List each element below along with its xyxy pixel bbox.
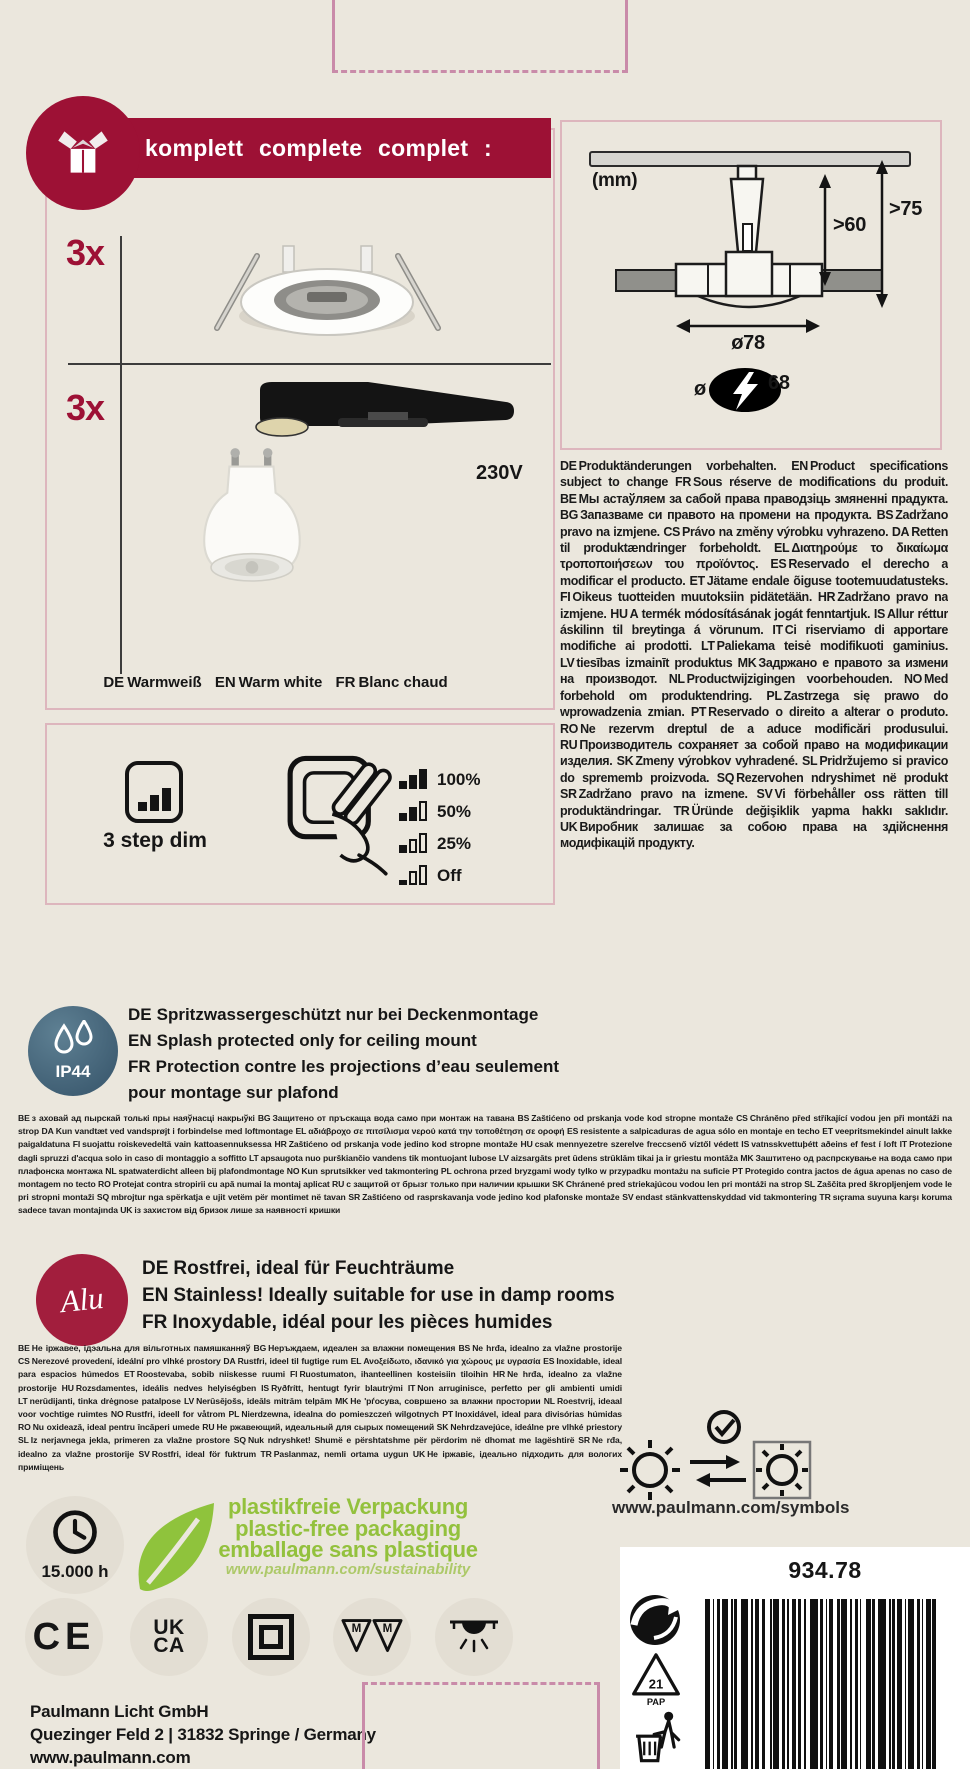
lang-code: PL <box>228 1409 240 1420</box>
ceiling-bar <box>590 152 910 166</box>
lang-text: Non arruginisce, perfetto per gli ambienti umidi <box>417 1382 623 1393</box>
lang-code: NO <box>903 672 923 687</box>
package-icon-badge <box>26 96 140 210</box>
lang-code: SK <box>552 1179 564 1190</box>
lang-text: Jätame endale õiguse tootemuudatusteks. <box>706 573 948 588</box>
cutout-diameter-symbol: ø <box>694 378 706 400</box>
lang-code: PT <box>690 705 707 720</box>
lang-code: ET <box>123 1369 135 1380</box>
dim-level-row <box>399 853 480 885</box>
plastic-free-en: plastic-free packaging <box>235 1515 461 1541</box>
lang-text: Roostevaba, sobib niiskesse ruumi <box>136 1369 290 1380</box>
stainless-text <box>142 1255 842 1336</box>
lang-code: RU <box>332 1179 345 1190</box>
lang-code: EN <box>128 1031 152 1050</box>
lang-code: EL <box>350 1356 362 1367</box>
lang-text: Chránené pred striekajúcou vodou len pri montáži na strop <box>565 1179 805 1190</box>
fixed-bulb-sun-icon <box>756 1444 808 1496</box>
quantity-frames: 3x <box>66 232 105 273</box>
ukca-mark-icon: UK CA <box>153 1616 185 1657</box>
svg-text:21: 21 <box>648 1676 664 1692</box>
lang-text: Paliekama teisė modifikuoti gaminius. <box>716 639 948 654</box>
lang-code: MK <box>737 655 757 670</box>
lang-text: із захистом від бризок лише за наявності кришки <box>134 1205 341 1216</box>
voltage-label: 230V <box>476 462 523 484</box>
lang-code: EL <box>295 1126 307 1137</box>
lang-code: TR <box>673 803 690 818</box>
lang-text: Ne hrđa, idealno za vlažne prostorije <box>472 1343 622 1353</box>
lang-code: ES <box>543 1356 555 1367</box>
lang-code: SR <box>560 787 577 802</box>
lang-code: IT <box>407 1382 416 1393</box>
company-name: Paulmann Licht GmbH <box>30 1702 209 1721</box>
lang-code: PL <box>766 688 782 703</box>
barcode-panel <box>620 1547 970 1769</box>
lang-text: Roestvrij, ideaal voor vochtige ruimtes <box>18 1395 623 1420</box>
lang-text: veepritsmekindel ainult lakke paigaldatuna <box>18 1126 952 1150</box>
dim-level-label: 100% <box>437 770 481 789</box>
lang-text: Nerūsējošs, ideāls mitrām telpām <box>196 1395 336 1406</box>
led-bulb-photo <box>200 448 305 588</box>
lang-text: Kun sprutsikker ved takmontering <box>301 1165 441 1176</box>
lang-text: ochrona przed bryzgami wody tylko w przypadku montażu na suficie <box>453 1165 733 1176</box>
lang-text: Rozsdamentes, ideális nedves helyiségben <box>75 1382 262 1393</box>
lang-text: Sous réserve de modifications du produit. <box>693 475 948 490</box>
clock-icon <box>49 1508 101 1560</box>
lang-text: Protezione dagli spruzzi d'acqua solo in caso di montaggio a soffitto <box>18 1139 953 1163</box>
gu10-socket-photo <box>218 378 518 448</box>
color-temperature-line <box>50 674 510 691</box>
lang-text: Zaščita pred škropljenjem vode le pri stropni montaži <box>18 1179 952 1203</box>
lang-text: Paslanmaz, nemli ortama uygun <box>273 1448 413 1459</box>
lang-code: CS <box>18 1356 30 1367</box>
lang-code: FI <box>72 1139 81 1150</box>
lang-text: mbrojtur nga spërkatja e ujit vetëm për montimet në tavan <box>111 1192 349 1203</box>
lang-code: SR <box>348 1192 361 1203</box>
lang-text: Inoxydable, idéal pour les pièces humides <box>172 1312 553 1333</box>
lang-code: RU <box>560 737 578 752</box>
alu-label: Alu <box>58 1279 106 1320</box>
website: www.paulmann.com <box>30 1748 191 1767</box>
lang-code: HU <box>61 1382 74 1393</box>
dim-level-bars-icon <box>399 801 427 821</box>
lang-text: Заштитено од распрскување на вода само при плафонска монтажа <box>18 1152 952 1176</box>
lang-code: SL <box>804 1179 816 1190</box>
ip44-text <box>128 1002 560 1106</box>
lang-text: Chráněno před stříkající vodou jen při montáži na strop <box>18 1113 953 1137</box>
lang-text: Nehrdzavejúce, ideálne pre vlhké priestory <box>450 1422 623 1433</box>
lang-text: nerūdijanti, tinka drėgnose patalpose <box>29 1395 184 1406</box>
lang-text: Nierdzewna, idealna do pomieszczeń wilgotnych <box>241 1409 443 1420</box>
lang-code: SV <box>622 1192 634 1203</box>
cut-mark-bottom <box>362 1682 600 1769</box>
lang-text: Pridržujemo si pravico do sprememb proizvoda. <box>560 754 948 785</box>
lang-code: SK <box>436 1422 449 1433</box>
lang-text: Warm white <box>238 674 327 691</box>
lang-text: Zaštićeno od rasprskavanja vode jedino kod plafonske montaže <box>362 1192 623 1203</box>
lang-code: DA <box>223 1356 236 1367</box>
lang-code: UK <box>560 819 578 834</box>
dim-level-label: Off <box>437 866 462 885</box>
product-changes-text <box>560 458 948 1014</box>
lang-code: UK <box>412 1448 426 1459</box>
lang-text: Не 'рѓосува, совршено за влажни простории <box>350 1395 544 1406</box>
lang-text: Reservado o direito a alterar o produto. <box>708 705 948 720</box>
dimming-section <box>45 723 555 905</box>
language-line <box>142 1309 842 1336</box>
lang-code: PL <box>440 1165 452 1176</box>
lang-code: EN <box>791 459 808 473</box>
lang-text: Üründe değişiklik yapma hakkı saklıdır. <box>691 803 948 818</box>
dim-levels <box>399 757 480 885</box>
lang-text: Vi förbehåller oss rätten till produktändringar. <box>560 787 948 818</box>
plastic-free-text <box>188 1496 508 1578</box>
lang-text: Zastrzega się prawo do wprowadzenia zmian. <box>560 688 948 720</box>
dim-level-row <box>399 789 480 821</box>
splash-fineprint-text <box>18 1112 952 1218</box>
touch-switch-hand-icon <box>285 749 393 877</box>
lang-code: ES <box>770 557 787 572</box>
ukca-mark-badge <box>130 1598 208 1676</box>
lang-text: Rustfri, ideell for våtrom <box>125 1409 229 1420</box>
language-line <box>142 1282 842 1309</box>
checkmark-icon <box>716 1420 734 1434</box>
lang-text: vatnsskvettuþétt aðeins ef fest í loft <box>751 1139 900 1150</box>
lang-code: SR <box>578 1435 591 1446</box>
lang-code: SV <box>756 787 773 802</box>
lang-text: Zmeny výrobkov vyhradené. <box>635 754 803 769</box>
lang-code: DE <box>128 1005 152 1024</box>
dimensions-diagram <box>560 120 942 450</box>
lang-code: HU <box>610 606 628 621</box>
lang-text: Iz nerjavnega jekla, primeren za vlažne prostore <box>30 1435 234 1446</box>
lang-text: Splash protected only for ceiling mount <box>156 1031 477 1050</box>
lang-code: ET <box>822 1126 833 1137</box>
lang-text: Защитено от пръскаща вода само при монтаж на тавана <box>272 1113 518 1123</box>
lang-code: HR <box>274 1139 287 1150</box>
sustainability-url: www.paulmann.com/sustainability <box>225 1560 471 1578</box>
language-line <box>128 1028 560 1054</box>
lang-text: Не іржавіє, ідеально підходить для вологих приміщень <box>18 1448 622 1472</box>
lang-text: Med forbehold om produktendring. <box>560 672 948 703</box>
lang-text: Διατηρούμε το δικαίωμα τροποποιήσεων του προϊόντος. <box>560 541 948 572</box>
recessed-frame-photo <box>195 240 460 350</box>
alu-badge <box>31 1249 132 1350</box>
lang-code: EN <box>142 1285 169 1306</box>
cut-mark-top <box>332 0 628 73</box>
dim-level-row <box>399 821 480 853</box>
lang-text: endast stänkvattenskyddad vid takmontering <box>635 1192 820 1203</box>
lang-text: Allur réttur áskilinn til breytinga á vörunum. <box>560 606 948 638</box>
lang-code: NL <box>105 1165 117 1176</box>
lang-text: Právo na změny výrobku vyhrazeno. <box>682 524 892 539</box>
recycling-triangle-icon <box>630 1651 682 1707</box>
lang-text: Задржано е правото за измени на производот. <box>560 655 948 687</box>
lang-code: NL <box>543 1395 555 1406</box>
lang-code: LT <box>249 1152 259 1163</box>
ce-mark-icon: CE <box>32 1615 96 1658</box>
lang-code: RO <box>98 1179 111 1190</box>
dim-steps-icon <box>125 761 183 823</box>
lang-code: SL <box>802 754 818 769</box>
lang-code: MK <box>335 1395 349 1406</box>
lang-text: Ryðfrítt, hentugt fyrir blautrými <box>271 1382 408 1393</box>
lang-code: BS <box>458 1343 471 1353</box>
lang-text: Productwijzigingen voorbehouden. <box>686 672 904 687</box>
ip44-badge <box>28 1006 118 1096</box>
lang-text: Reservado el derecho a modificar el producto. <box>560 557 948 588</box>
lang-text: Не іржавее, ідэальна для вільготных памяшканняў <box>31 1343 254 1353</box>
lang-text: Ne hrđa, idealno za vlažne prostorije <box>18 1369 622 1393</box>
plastic-free-fr: emballage sans plastique <box>218 1537 478 1562</box>
lang-code: LT <box>701 639 715 654</box>
lang-code: TR <box>819 1192 831 1203</box>
ce-mark-badge <box>25 1598 103 1676</box>
lifetime-hours: 15.000 h <box>41 1562 109 1581</box>
lang-text: Stainless! Ideally suitable for use in damp rooms <box>173 1285 615 1306</box>
lang-text: suojattu roiskevedeltä vain kattoasennuksessa <box>82 1139 275 1150</box>
lang-code: FR <box>335 674 356 691</box>
lang-code: FR <box>142 1312 168 1333</box>
lang-code: NO <box>286 1165 300 1176</box>
lang-code: DE <box>142 1258 169 1279</box>
lang-code: ES <box>566 1126 579 1137</box>
lang-text: Zadržano pravo na izmjene. <box>560 590 948 621</box>
lang-code: CS <box>736 1113 748 1123</box>
lang-code: EN <box>214 674 236 691</box>
divider-vertical <box>120 236 122 674</box>
lang-code: SQ <box>96 1192 110 1203</box>
lang-code: IS <box>873 606 885 621</box>
language-line <box>128 1054 560 1106</box>
class2-insulation-badge <box>232 1598 310 1676</box>
lang-code: SQ <box>233 1435 246 1446</box>
lang-text: Мы астаўляем за сабой права праводзіць змяненні прадукта. <box>578 491 948 506</box>
lang-text: з аховай ад пырскай толькі пры наяўнасці накрыўкі <box>31 1113 258 1123</box>
lang-text: csak mennyezetre szerelve freccsenő víztől védett <box>534 1139 742 1150</box>
lang-text: Rostfri, ideal för fuktrum <box>151 1448 261 1459</box>
product-number: 934.78 <box>788 1557 862 1583</box>
svg-text:M: M <box>351 1622 362 1636</box>
lang-code: IT <box>772 623 783 638</box>
lang-text: Nu oxidează, ideal pentru încăperi umede <box>32 1422 203 1433</box>
lang-text: Blanc chaud <box>358 674 448 691</box>
unit-label: (mm) <box>592 170 638 191</box>
lang-text: Ne rezervm dreptul de a aduce modificări produsului. <box>580 721 948 736</box>
lang-code: PT <box>442 1409 453 1420</box>
lang-code: LV <box>498 1152 509 1163</box>
ceiling-luminaire-icon <box>446 1614 502 1660</box>
lang-text: Inoxidável, ideal para divisórias húmidas <box>455 1409 622 1420</box>
lang-code: HR <box>817 590 836 605</box>
bulb-sun-icon <box>620 1440 680 1500</box>
lang-text: Ci riserviamo di apportare modifiche ai prodotti. <box>560 623 948 654</box>
dim-level-bars-icon <box>399 769 427 789</box>
lang-code: EL <box>774 541 790 556</box>
lifetime-badge <box>26 1496 124 1594</box>
package-contents-title: komplett complete complet : <box>145 135 492 161</box>
barcode <box>705 1599 953 1769</box>
dim-level-row <box>399 757 480 789</box>
ceiling-luminaire-badge <box>435 1598 513 1676</box>
lang-text: Protection contre les projections d’eau seulement pour montage sur plafond <box>128 1057 560 1102</box>
lang-text: Nerezové provedení, ideální pro vlhké prostory <box>31 1356 224 1367</box>
lang-text: Warmweiß <box>127 674 206 691</box>
language-line <box>128 1002 560 1028</box>
manufacturer-address <box>30 1700 376 1769</box>
lang-code: BS <box>517 1113 530 1123</box>
quantity-bulbs: 3x <box>66 387 105 428</box>
lang-text: Ne rđa, idealno za vlažne prostorije <box>18 1435 622 1459</box>
package-contents-banner <box>86 118 551 178</box>
lang-text: Kun vandtæt ved vandsprøjt i forbindelse med loftmontage <box>55 1126 296 1137</box>
dim-mode-label: 3 step dim <box>103 829 207 852</box>
lang-text: Nuk ndryshket! Shumë e përshtatshme për përdorim në dhomat me lagështirë <box>248 1435 579 1446</box>
lang-code: PT <box>732 1165 743 1176</box>
lang-text: Zadržano pravo na izmene. <box>578 787 757 802</box>
lang-code: NO <box>110 1409 124 1420</box>
lang-text: Rustfri, ideel til fugtige rum <box>237 1356 351 1367</box>
language-line <box>142 1255 842 1282</box>
lang-code: NL <box>668 672 685 687</box>
lang-code: RU <box>202 1422 215 1433</box>
lang-text: A termék módosításának jogát fenntartjuk. <box>629 606 874 621</box>
dim-level-label: 25% <box>437 834 472 853</box>
divider-horizontal <box>68 363 551 365</box>
svg-text:M: M <box>382 1622 393 1636</box>
lang-code: BS <box>876 508 894 523</box>
lang-code: CS <box>663 524 681 539</box>
street-address: Quezinger Feld 2 | 31832 Springe / Germany <box>30 1725 376 1744</box>
lang-text: Rezervohen ndryshimet në produkt <box>736 770 948 785</box>
lang-text: Protegido contra jactos de água apenas no caso de montagem no tecto <box>18 1165 952 1190</box>
depth-total-label: >75 <box>889 198 923 220</box>
lang-code: BE <box>18 1343 30 1353</box>
lang-text: Ανοξείδωτο, ιδανικό για χώρους με υγρασία <box>363 1356 544 1367</box>
lang-code: DA <box>41 1126 54 1137</box>
lang-text: αδιάβροχο σε πιτσίλισμα νερού κατά την τοποθέτηση σε οροφή <box>308 1126 567 1137</box>
lang-code: MK <box>740 1152 754 1163</box>
lang-text: Zaštićeno od prskanja vode jedino kod stropne montaže <box>288 1139 521 1150</box>
lang-code: BG <box>560 508 579 523</box>
lang-code: HU <box>520 1139 533 1150</box>
lang-code: FR <box>675 475 691 490</box>
lang-text: Неръждаем, идеален за влажни помещения <box>268 1343 459 1353</box>
lang-code: RO <box>560 721 579 736</box>
symbols-url: www.paulmann.com/symbols <box>612 1498 850 1517</box>
dim-level-bars-icon <box>399 865 427 885</box>
lang-text: Product specifications subject to change <box>560 459 948 490</box>
lang-text: Ruostumaton, ihanteellinen kosteisiin tiloihin <box>299 1369 493 1380</box>
furniture-mounting-badge <box>333 1598 411 1676</box>
lang-code: DA <box>891 524 910 539</box>
lang-text: Oikeus tuotteiden muutoksiin pidätetään. <box>572 590 818 605</box>
lang-text: Retten til produktændringer forbeholdt. <box>560 524 948 556</box>
lang-code: BE <box>18 1113 30 1123</box>
lang-code: FI <box>290 1369 298 1380</box>
lang-code: SQ <box>716 770 735 785</box>
lang-text: apsaugota nuo purškiančio vandens tik montuojant lubose <box>260 1152 499 1163</box>
lang-code: SV <box>138 1448 150 1459</box>
lang-code: IS <box>261 1382 270 1393</box>
lang-text: spatwaterdicht alleen bij plafondmontage <box>118 1165 287 1176</box>
lang-text: Zaštićeno od prskanja vode kod stropne montaže <box>531 1113 737 1123</box>
lang-code: LV <box>183 1395 195 1406</box>
lang-code: DE <box>560 459 577 473</box>
lang-code: IT <box>899 1139 908 1150</box>
lang-text: Производитель сохраняет за собой право на модификации изделия. <box>560 737 948 769</box>
ip-rating-label: IP44 <box>55 1062 91 1081</box>
double-insulation-icon <box>248 1614 294 1660</box>
lang-text: Produktänderungen vorbehalten. <box>578 459 792 473</box>
dim-level-bars-icon <box>399 833 427 853</box>
lang-code: IS <box>741 1139 750 1150</box>
lang-code: FI <box>560 590 571 605</box>
lang-text: Rostfrei, ideal für Feuchträume <box>173 1258 455 1279</box>
lang-text: с защитой от брызг только при наличии крышки <box>346 1179 553 1190</box>
dim-level-label: 50% <box>437 802 472 821</box>
water-droplets-icon <box>47 1020 99 1060</box>
lang-code: UK <box>120 1205 133 1216</box>
lang-text: aizsargāts pret ūdens strūklām tikai ja ir griestu montāža <box>510 1152 741 1163</box>
lang-code: SK <box>616 754 634 769</box>
outer-diameter-label: ø78 <box>731 332 765 354</box>
lang-code: ET <box>689 573 705 588</box>
open-box-icon <box>50 120 116 186</box>
lang-code: DE <box>103 674 125 691</box>
lang-code: FR <box>128 1057 151 1076</box>
lang-text: Protejat contra stropirii cu apă numai la montaj aplicat <box>112 1179 333 1190</box>
lang-text: tiesības izmainīt produktus <box>576 655 738 670</box>
lang-code: BG <box>257 1113 271 1123</box>
green-dot-recycling-icon <box>628 1593 682 1647</box>
lang-text: resistente a salpicaduras de agua sólo en montaje en techo <box>580 1126 823 1137</box>
lang-code: HR <box>492 1369 506 1380</box>
lang-code: SL <box>18 1435 29 1446</box>
replaceable-lamp-symbols-icon <box>612 1408 862 1508</box>
depth-min-label: >60 <box>833 214 867 236</box>
cutout-diameter-value: 68 <box>768 372 790 394</box>
lang-text: Zadržano pravo na izmjene. <box>560 508 948 539</box>
svg-text:PAP: PAP <box>646 1697 666 1707</box>
lang-code: LT <box>18 1395 28 1406</box>
lang-text: Не ржавеющий, идеальный для сырых помещений <box>216 1422 437 1433</box>
furniture-mounting-icon <box>341 1617 403 1657</box>
lang-text: Запазваме си правото на промени на продукта. <box>580 508 877 523</box>
plastic-free-de: plastikfreie Verpackung <box>227 1494 469 1519</box>
lang-code: LV <box>560 655 575 670</box>
lang-text: sıçrama suyuna karşı koruma sadece tavan montajında <box>18 1192 952 1216</box>
lang-code: BG <box>253 1343 267 1353</box>
lang-text: Spritzwassergeschützt nur bei Deckenmontage <box>156 1005 539 1024</box>
lang-code: TR <box>260 1448 272 1459</box>
dispose-in-bin-icon <box>628 1709 684 1767</box>
lang-text: Виробник залишає за собою права на здійснення модифікацій продукту. <box>560 819 948 851</box>
lang-text: Inoxidable, ideal para espacios húmedos <box>18 1356 622 1380</box>
lang-code: RO <box>18 1422 31 1433</box>
lang-code: BE <box>560 491 577 506</box>
